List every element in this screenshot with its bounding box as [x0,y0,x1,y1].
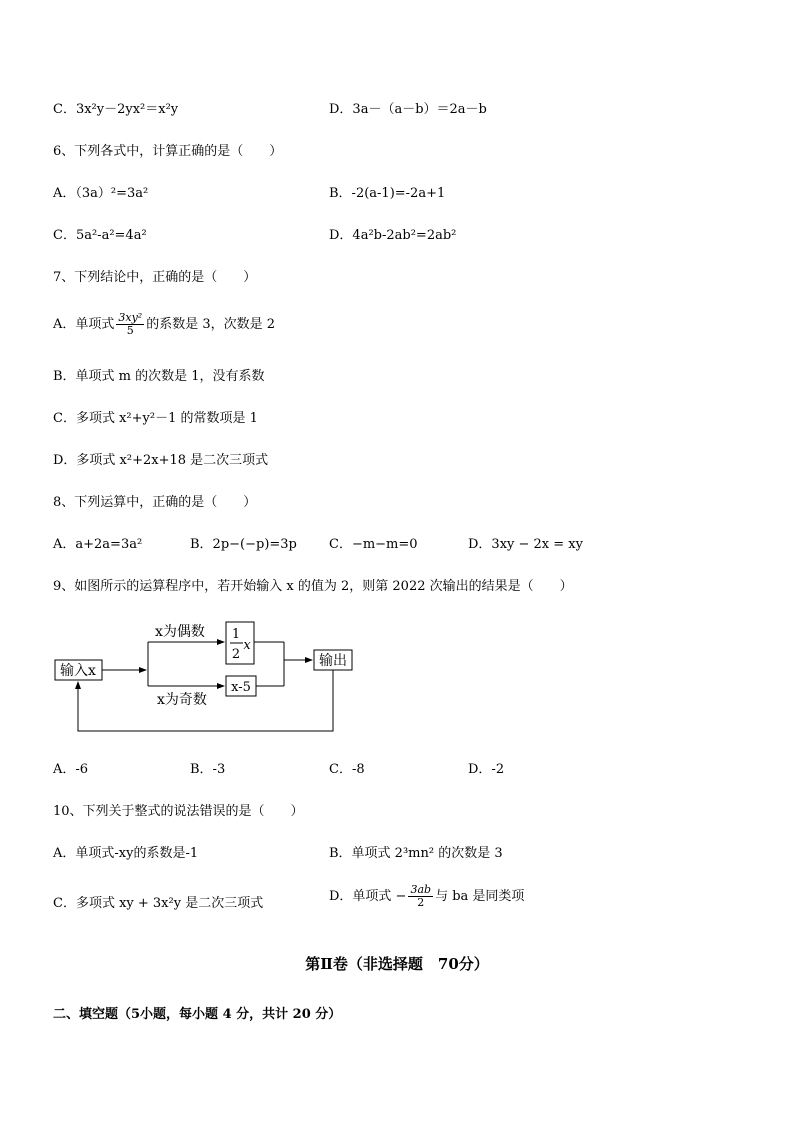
q6-option-d: D．4a²b-2ab²=2ab² [329,228,457,243]
q7-option-a-fraction [116,312,144,337]
q7-option-c: C．多项式 x²+y²－1 的常数项是 1 [53,411,258,426]
q7-option-a-suffix: 的系数是 3，次数是 2 [146,317,276,332]
half-x-denominator: 2 [231,647,241,662]
input-label: 输入x [60,663,96,679]
even-branch-label: x为偶数 [155,624,205,640]
fraction-numerator: 3xy² [118,311,143,324]
q6-option-b: B．-2(a-1)=-2a+1 [329,186,446,201]
part2-title: 第Ⅱ卷（非选择题 70分） [305,955,489,973]
q5-option-d: D．3a－（a－b）＝2a－b [329,102,487,117]
x-minus-5-label: x-5 [231,680,251,695]
odd-branch-label: x为奇数 [157,692,207,708]
fraction-denominator: 2 [417,896,425,909]
q6-option-c: C．5a²-a²=4a² [53,228,147,243]
fraction-numerator: 3ab [410,883,432,896]
q9-option-d: D．-2 [468,762,505,777]
q10-option-d-suffix: 与 ba 是同类项 [435,889,525,904]
q10-option-d-prefix: D．单项式 − [329,889,407,904]
fraction-denominator: 5 [126,324,134,337]
q6-option-a: A．（3a）²=3a² [53,186,149,201]
q7-option-b: B．单项式 m 的次数是 1，没有系数 [53,369,265,384]
q7-option-d: D．多项式 x²+2x+18 是二次三项式 [53,453,269,468]
q10-stem: 10、下列关于整式的说法错误的是（ ） [53,804,304,819]
q10-option-d-fraction [408,884,433,909]
flowchart-diagram [53,618,363,738]
half-x-numerator: 1 [231,627,241,642]
q10-option-c: C．多项式 xy + 3x²y 是二次三项式 [53,896,264,911]
q8-stem: 8、下列运算中，正确的是（ ） [53,495,257,510]
q8-option-a: A．a+2a=3a² [53,537,143,552]
half-x-variable: x [243,638,251,653]
q9-option-c: C．-8 [329,762,365,777]
q9-option-a: A．-6 [53,762,89,777]
q8-option-c: C．−m−m=0 [329,537,418,552]
q10-option-d [329,880,524,914]
q10-option-a: A．单项式-xy的系数是-1 [53,846,199,861]
q7-option-a [53,308,275,342]
q6-stem: 6、下列各式中，计算正确的是（ ） [53,144,283,159]
q5-option-c: C．3x²y－2yx²＝x²y [53,102,179,117]
q9-stem: 9、如图所示的运算程序中，若开始输入 x 的值为 2，则第 2022 次输出的结果是（ ） [53,579,573,594]
q9-option-b: B．-3 [190,762,226,777]
q8-option-d: D．3xy − 2x = xy [468,537,583,552]
q7-stem: 7、下列结论中，正确的是（ ） [53,270,257,285]
q10-option-b: B．单项式 2³mn² 的次数是 3 [329,846,503,861]
q8-option-b: B．2p−(−p)=3p [190,537,297,552]
section2-heading: 二、填空题（5小题，每小题 4 分，共计 20 分） [53,1007,342,1022]
q7-option-a-prefix: A．单项式 [53,317,115,332]
output-label: 输出 [319,653,347,669]
